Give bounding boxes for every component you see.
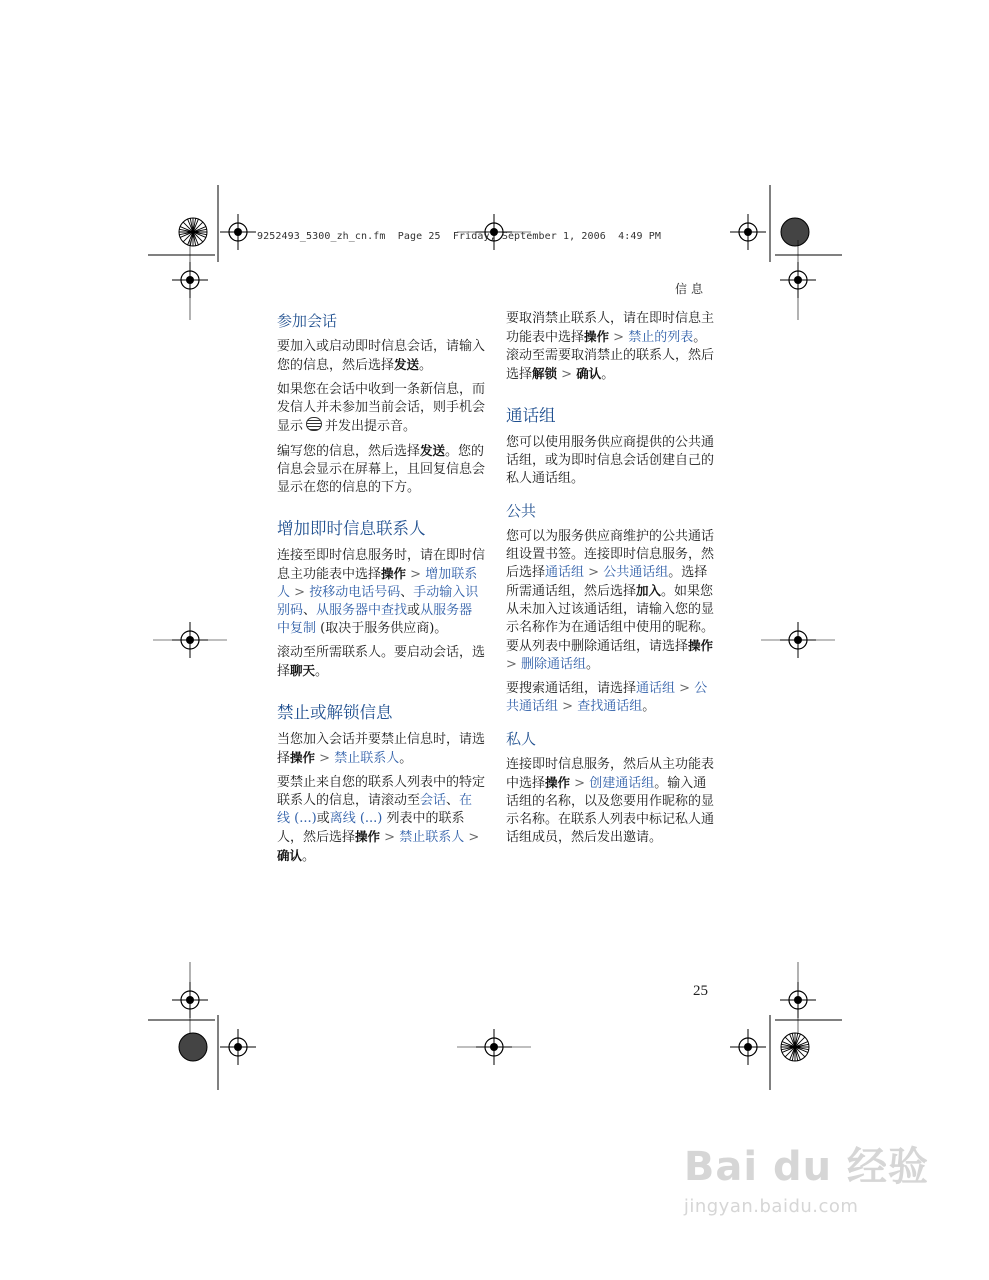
paragraph-block-1: 当您加入会话并要禁止信息时，请选择操作 > 禁止联系人。 <box>277 732 486 766</box>
paragraph-private: 连接即时信息服务，然后从主功能表中选择操作 > 创建通话组。输入通话组的名称，以及您要用作昵称的显示名称。在联系人列表中标记私人通话组成员，然后发出邀请。 <box>506 757 715 845</box>
paragraph-join-2: 如果您在会话中收到一条新信息，而发信人并未参加当前会话，则手机会显示 并发出提示音。 <box>277 382 486 434</box>
print-header: 9252493_5300_zh_cn.fm Page 25 Friday, September 1, 2006 4:49 PM <box>257 231 661 242</box>
paragraph-add-contacts-2: 滚动至所需联系人。要启动会话，选择聊天。 <box>277 645 486 679</box>
watermark-logo <box>684 1135 929 1217</box>
heading-add-contacts: 增加即时信息联系人 <box>277 519 426 538</box>
paragraph-chat-groups: 您可以使用服务供应商提供的公共通话组，或为即时信息会话创建自己的私人通话组。 <box>506 435 715 486</box>
heading-private: 私人 <box>506 730 537 748</box>
heading-public: 公共 <box>506 502 537 520</box>
heading-join-conversation: 参加会话 <box>277 312 338 330</box>
paragraph-join-1: 要加入或启动即时信息会话，请输入您的信息，然后选择发送。 <box>277 339 486 373</box>
section-label: 信息 <box>674 282 707 296</box>
paragraph-add-contacts-1: 连接至即时信息服务时，请在即时信息主功能表中选择操作 > 增加联系人 > 按移动电话号码、手动输入识别码、从服务器中查找或从服务器中复制 (取决于服务供应商)。 <box>277 548 486 636</box>
heading-chat-groups: 通话组 <box>506 406 556 425</box>
heading-block-unblock: 禁止或解锁信息 <box>277 703 393 722</box>
watermark-main: Bai du 经验 <box>683 1144 929 1190</box>
paragraph-public-1: 您可以为服务供应商维护的公共通话组设置书签。连接即时信息服务，然后选择通话组 > 公共通话组。选择所需通话组，然后选择加入。如果您从未加入过该通话组，请输入您的显示名称作为在通话组中使用的昵称。要从列表中删除通话组，请选择操作 > 删除通话组。 <box>506 529 715 672</box>
right-column <box>506 310 716 847</box>
paragraph-public-2: 要搜索通话组，请选择通话组 > 公共通话组 > 查找通话组。 <box>506 681 708 714</box>
paragraph-block-2: 要禁止来自您的联系人列表中的特定联系人的信息，请滚动至会话、在线 (...)或离线 (...) 列表中的联系人，然后选择操作 > 禁止联系人 > 确认。 <box>277 775 486 864</box>
page-number: 25 <box>693 983 708 999</box>
menu-icon <box>306 417 322 431</box>
paragraph-join-3: 编写您的信息，然后选择发送。您的信息会显示在屏幕上，且回复信息会显示在您的信息的下方。 <box>277 443 486 495</box>
watermark-url: jingyan.baidu.com <box>683 1196 859 1217</box>
left-column <box>277 310 485 866</box>
paragraph-unblock: 要取消禁止联系人，请在即时信息主功能表中选择操作 > 禁止的列表。滚动至需要取消禁止的联系人，然后选择解锁 > 确认。 <box>506 311 715 382</box>
